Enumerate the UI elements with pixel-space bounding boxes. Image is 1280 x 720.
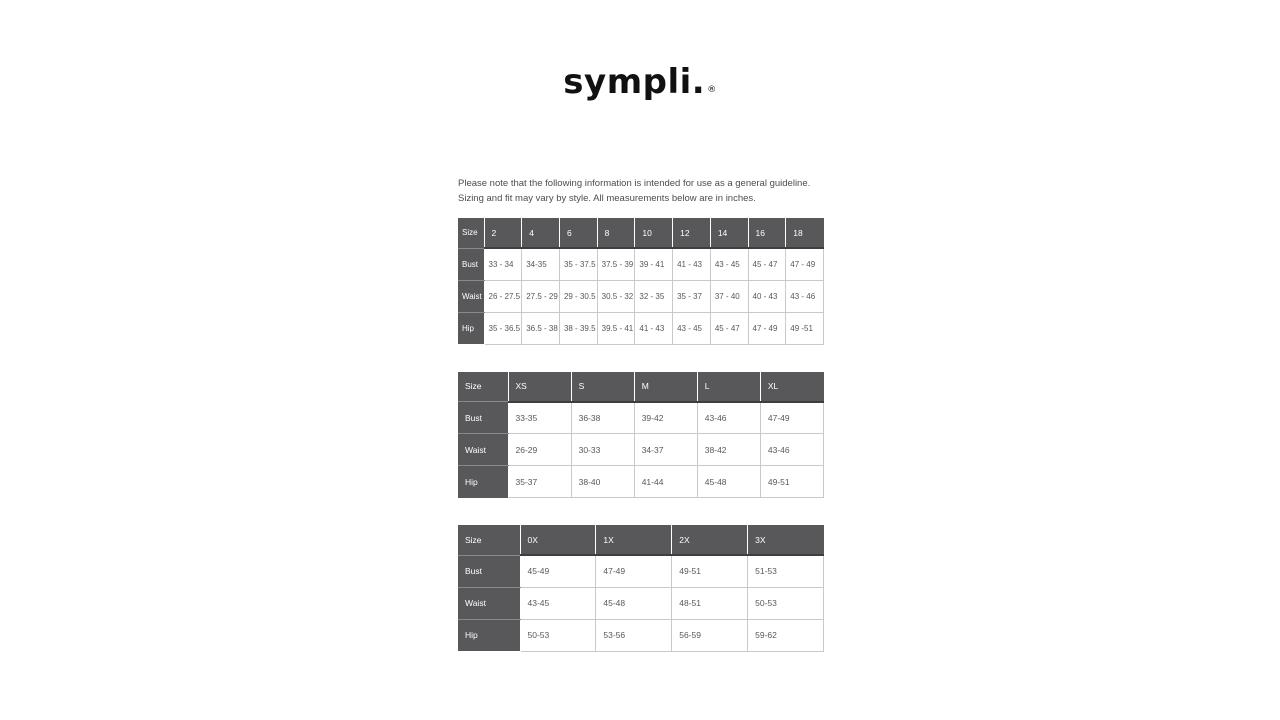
table-row: [458, 619, 824, 651]
table-row: [458, 280, 824, 312]
measurement-value-cell: 43-45: [520, 587, 596, 619]
measurement-value-cell: 45-49: [520, 555, 596, 587]
measurement-row-label: Hip: [458, 312, 484, 344]
measurement-value-cell: 45 - 47: [748, 248, 786, 280]
measurement-value-cell: 40 - 43: [748, 280, 786, 312]
brand-logo-container: [0, 62, 1280, 102]
measurement-value-cell: 59-62: [748, 619, 824, 651]
measurement-value-cell: 26-29: [508, 434, 571, 466]
table-row: [458, 312, 824, 344]
measurement-value-cell: 49-51: [760, 466, 823, 498]
size-column-header: 3X: [748, 525, 824, 555]
size-column-header: 0X: [520, 525, 596, 555]
measurement-value-cell: 47 - 49: [786, 248, 824, 280]
size-column-header: S: [571, 372, 634, 402]
measurement-row-label: Hip: [458, 619, 520, 651]
measurement-value-cell: 43-46: [760, 434, 823, 466]
size-corner-header: Size: [458, 372, 508, 402]
size-column-header: 10: [635, 218, 673, 248]
measurement-value-cell: 29 - 30.5: [559, 280, 597, 312]
measurement-value-cell: 56-59: [672, 619, 748, 651]
measurement-value-cell: 47 - 49: [748, 312, 786, 344]
table-row: [458, 466, 824, 498]
measurement-value-cell: 33 - 34: [484, 248, 522, 280]
measurement-value-cell: 38 - 39.5: [559, 312, 597, 344]
measurement-value-cell: 51-53: [748, 555, 824, 587]
size-column-header: 14: [710, 218, 748, 248]
table-row: [458, 248, 824, 280]
size-table-grid-letter-sizes: [458, 372, 824, 499]
measurement-value-cell: 35-37: [508, 466, 571, 498]
size-column-header: 1X: [596, 525, 672, 555]
measurement-value-cell: 50-53: [748, 587, 824, 619]
size-column-header: 8: [597, 218, 635, 248]
size-table-letter-sizes: [458, 372, 824, 499]
size-table-numeric-sizes: [458, 218, 824, 345]
measurement-value-cell: 49-51: [672, 555, 748, 587]
measurement-row-label: Waist: [458, 587, 520, 619]
measurement-value-cell: 30-33: [571, 434, 634, 466]
measurement-value-cell: 47-49: [760, 402, 823, 434]
measurement-value-cell: 34-35: [522, 248, 560, 280]
measurement-value-cell: 43 - 45: [710, 248, 748, 280]
measurement-value-cell: 41-44: [634, 466, 697, 498]
size-column-header: 2X: [672, 525, 748, 555]
registered-trademark-icon: ®: [707, 85, 717, 95]
size-column-header: L: [697, 372, 760, 402]
measurement-value-cell: 30.5 - 32: [597, 280, 635, 312]
measurement-value-cell: 45-48: [697, 466, 760, 498]
size-column-header: 12: [673, 218, 711, 248]
measurement-value-cell: 26 - 27.5: [484, 280, 522, 312]
measurement-value-cell: 35 - 37: [673, 280, 711, 312]
measurement-value-cell: 27.5 - 29: [522, 280, 560, 312]
measurement-value-cell: 36-38: [571, 402, 634, 434]
measurement-value-cell: 39-42: [634, 402, 697, 434]
size-column-header: 16: [748, 218, 786, 248]
table-row: [458, 555, 824, 587]
measurement-value-cell: 37 - 40: [710, 280, 748, 312]
measurement-value-cell: 32 - 35: [635, 280, 673, 312]
measurement-value-cell: 45-48: [596, 587, 672, 619]
size-column-header: M: [634, 372, 697, 402]
measurement-value-cell: 34-37: [634, 434, 697, 466]
size-corner-header: Size: [458, 525, 520, 555]
measurement-value-cell: 47-49: [596, 555, 672, 587]
measurement-value-cell: 43 - 46: [786, 280, 824, 312]
size-column-header: 2: [484, 218, 522, 248]
measurement-value-cell: 43 - 45: [673, 312, 711, 344]
table-row: [458, 402, 824, 434]
size-column-header: 6: [559, 218, 597, 248]
measurement-row-label: Bust: [458, 555, 520, 587]
measurement-value-cell: 48-51: [672, 587, 748, 619]
size-column-header: XL: [760, 372, 823, 402]
brand-wordmark: sympli.: [563, 62, 706, 102]
measurement-value-cell: 39 - 41: [635, 248, 673, 280]
measurement-value-cell: 53-56: [596, 619, 672, 651]
measurement-value-cell: 41 - 43: [635, 312, 673, 344]
measurement-row-label: Hip: [458, 466, 508, 498]
measurement-value-cell: 43-46: [697, 402, 760, 434]
size-tables: [458, 218, 824, 679]
size-column-header: 18: [786, 218, 824, 248]
measurement-value-cell: 41 - 43: [673, 248, 711, 280]
table-row: [458, 434, 824, 466]
measurement-value-cell: 38-40: [571, 466, 634, 498]
measurement-value-cell: 35 - 36.5: [484, 312, 522, 344]
size-column-header: XS: [508, 372, 571, 402]
measurement-row-label: Bust: [458, 402, 508, 434]
measurement-value-cell: 50-53: [520, 619, 596, 651]
table-row: [458, 587, 824, 619]
measurement-value-cell: 33-35: [508, 402, 571, 434]
measurement-value-cell: 49 -51: [786, 312, 824, 344]
measurement-value-cell: 38-42: [697, 434, 760, 466]
intro-line-1: Please note that the following information is intended for use as a general guideline.: [458, 178, 811, 189]
size-column-header: 4: [522, 218, 560, 248]
size-table-grid-plus-sizes: [458, 525, 824, 652]
brand-logo: [563, 62, 716, 102]
size-table-grid-numeric-sizes: [458, 218, 824, 345]
size-corner-header: Size: [458, 218, 484, 248]
measurement-row-label: Waist: [458, 280, 484, 312]
intro-line-2: Sizing and fit may vary by style. All measurements below are in inches.: [458, 192, 756, 204]
measurement-value-cell: 36.5 - 38: [522, 312, 560, 344]
size-guide-intro: [458, 177, 938, 206]
measurement-value-cell: 37.5 - 39: [597, 248, 635, 280]
measurement-value-cell: 45 - 47: [710, 312, 748, 344]
measurement-row-label: Bust: [458, 248, 484, 280]
size-table-plus-sizes: [458, 525, 824, 652]
measurement-row-label: Waist: [458, 434, 508, 466]
measurement-value-cell: 39.5 - 41: [597, 312, 635, 344]
measurement-value-cell: 35 - 37.5: [559, 248, 597, 280]
